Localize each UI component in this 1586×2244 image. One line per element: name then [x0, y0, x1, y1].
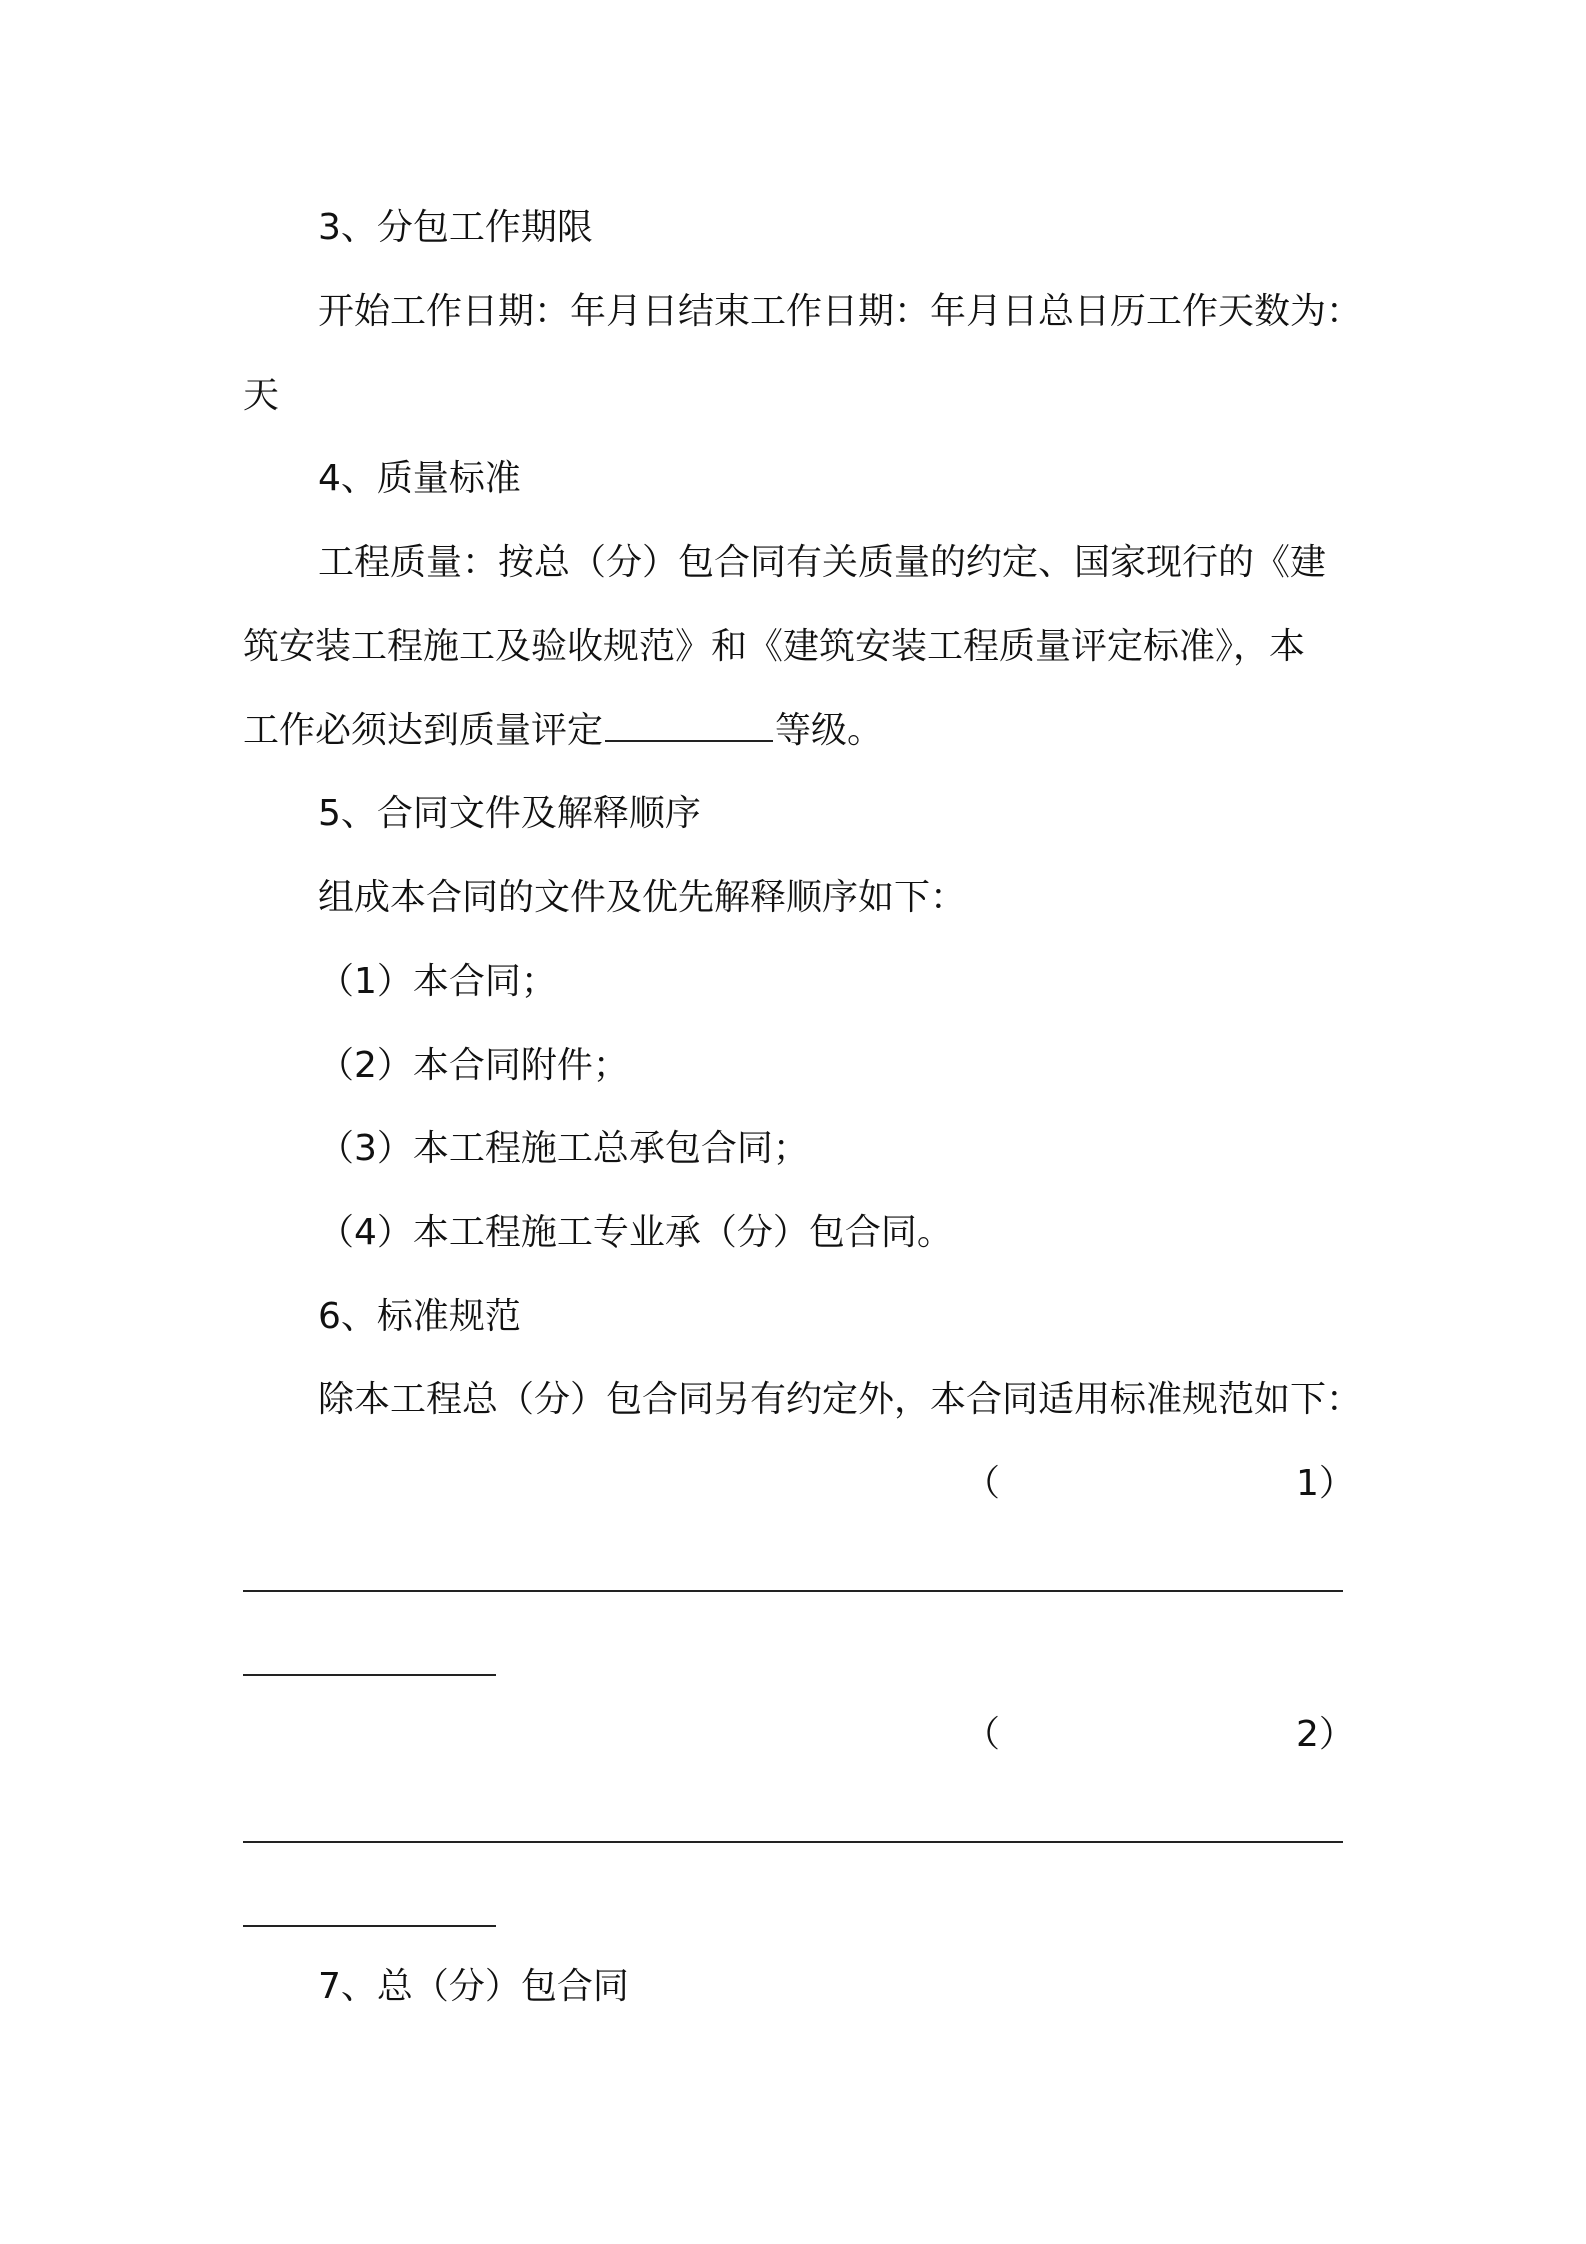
section-7-heading: 7、总（分）包合同 — [318, 1966, 629, 2007]
list-item: （2）本合同附件； — [318, 1045, 629, 1086]
section-3-heading: 3、分包工作期限 — [318, 207, 593, 248]
quality-grade-blank[interactable] — [605, 710, 773, 742]
section-6-intro: 除本工程总（分）包合同另有约定外，本合同适用标准规范如下： — [318, 1379, 1363, 1420]
section-4-quality-line-1: 工程质量：按总（分）包合同有关质量的约定、国家现行的《建 — [318, 542, 1327, 583]
section-4-heading: 4、质量标准 — [318, 458, 521, 499]
list-item: （1）本合同； — [318, 961, 557, 1002]
section-4-quality-line-3 — [243, 707, 883, 755]
standard-entry-2-number: 2） — [1296, 1714, 1355, 1755]
section-5-heading: 5、合同文件及解释顺序 — [318, 793, 701, 834]
list-item: （3）本工程施工总承包合同； — [318, 1128, 809, 1169]
quality-grade-suffix: 等级。 — [775, 710, 884, 751]
quality-grade-label: 工作必须达到质量评定 — [243, 710, 604, 751]
standard-entry-1-open-paren: （ — [964, 1463, 1001, 1504]
section-6-heading: 6、标准规范 — [318, 1296, 521, 1337]
standard-entry-2-blank-line-cont[interactable] — [243, 1925, 496, 1927]
section-5-intro: 组成本合同的文件及优先解释顺序如下： — [318, 877, 967, 918]
section-3-days-unit: 天 — [243, 375, 280, 416]
standard-entry-1-blank-line[interactable] — [243, 1590, 1343, 1592]
standard-entry-2-open-paren: （ — [964, 1714, 1001, 1755]
section-3-dates-line: 开始工作日期：年月日结束工作日期：年月日总日历工作天数为： — [318, 291, 1363, 332]
section-4-quality-line-2: 筑安装工程施工及验收规范》和《建筑安装工程质量评定标准》，本 — [243, 626, 1306, 667]
list-item: （4）本工程施工专业承（分）包合同。 — [318, 1212, 953, 1253]
standard-entry-2-blank-line[interactable] — [243, 1841, 1343, 1843]
standard-entry-1-number: 1） — [1296, 1463, 1355, 1504]
standard-entry-1-blank-line-cont[interactable] — [243, 1674, 496, 1676]
